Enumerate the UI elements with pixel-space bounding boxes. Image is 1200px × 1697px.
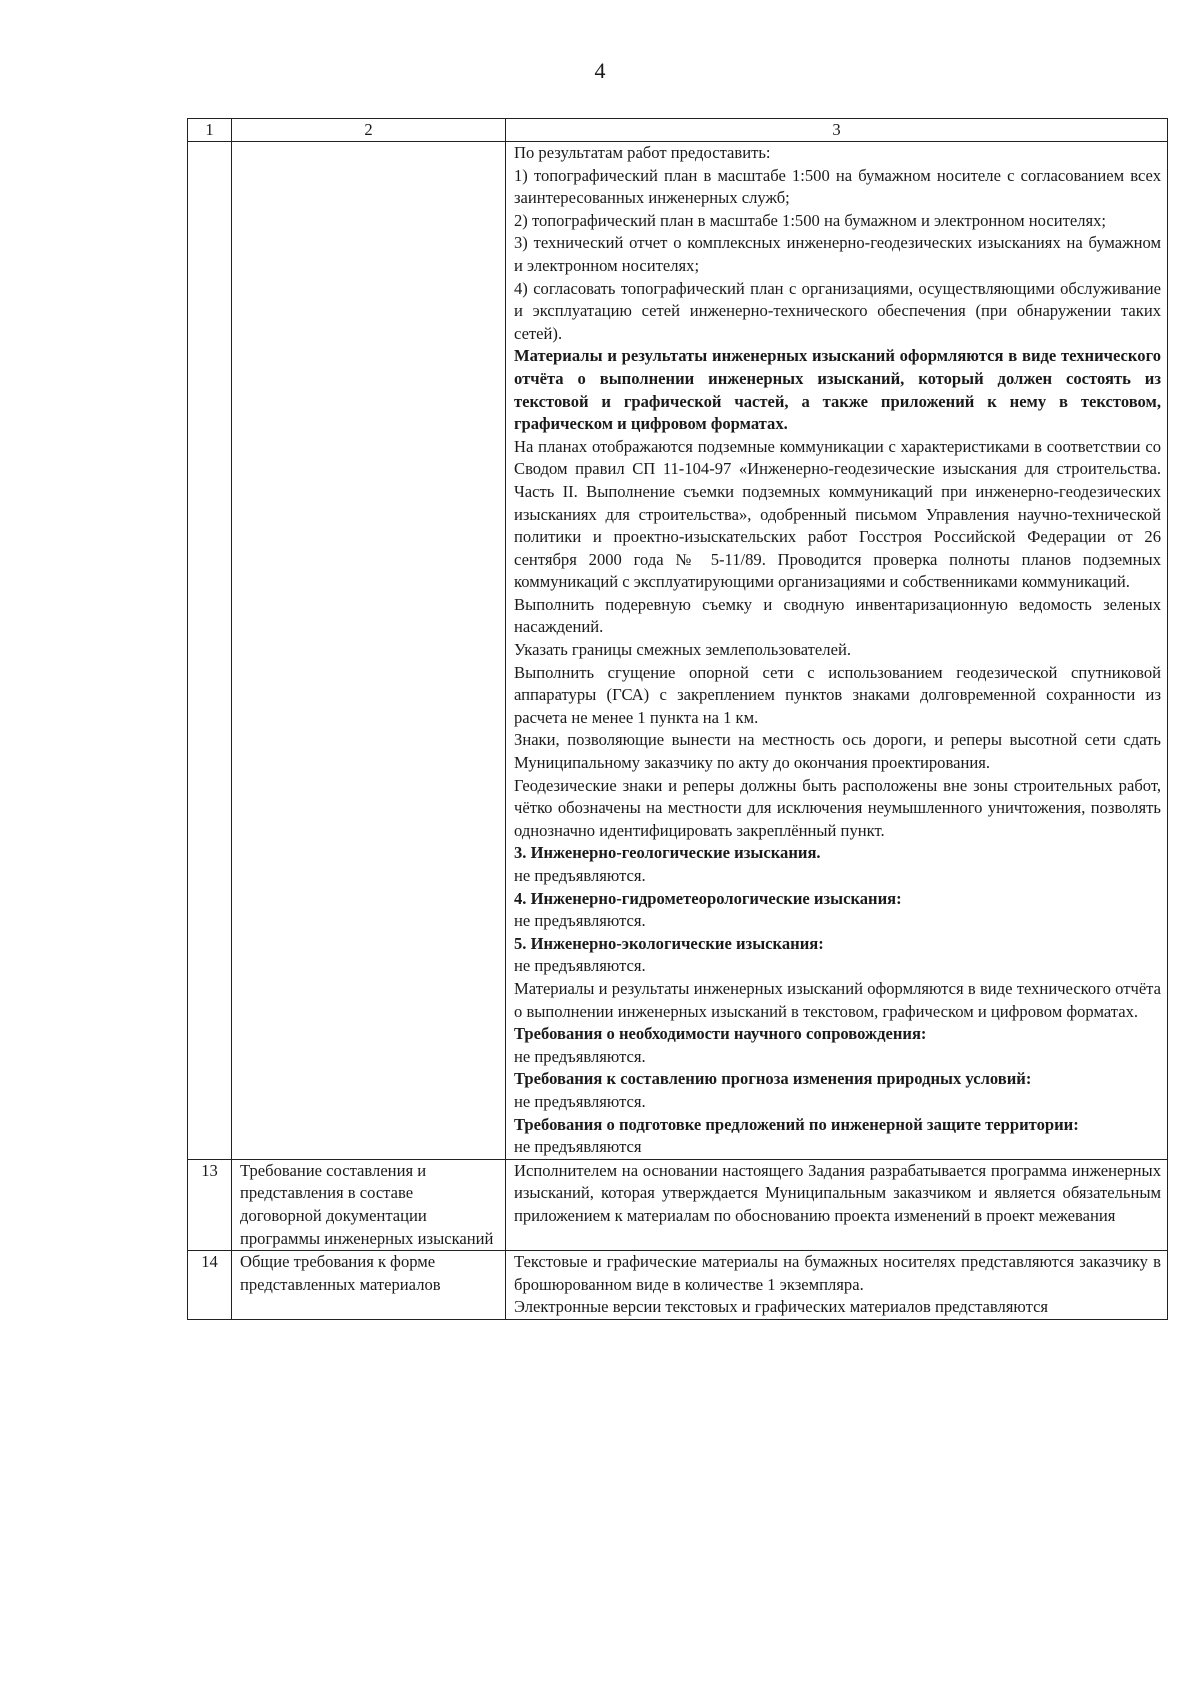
- requirements-table: [187, 118, 1168, 1320]
- header-col-1: 1: [188, 119, 232, 142]
- paragraph: 1) топографический план в масштабе 1:500 на бумажном носителе с согласованием всех заинтересованных инженерных служб;: [514, 165, 1161, 208]
- row-number-cell: [188, 142, 232, 1160]
- paragraph: 3) технический отчет о комплексных инженерно-геодезических изысканиях на бумажном и электронном носителях;: [514, 233, 1161, 275]
- header-col-3: 3: [506, 119, 1168, 142]
- header-col-2: 2: [232, 119, 506, 142]
- table-header-row: [188, 119, 1168, 142]
- table-row-continuation: [188, 142, 1168, 1160]
- paragraph: Выполнить сгущение опорной сети с использованием геодезической спутниковой аппаратуры (ГСА) с закреплением пунктов знаками долговременной сохранности из расчета не менее 1 пункта на 1 км.: [514, 662, 1161, 727]
- bold-paragraph: Требования к составлению прогноза изменения природных условий:: [514, 1069, 1032, 1089]
- table-row-13: [188, 1159, 1168, 1250]
- table-row-14: [188, 1251, 1168, 1320]
- paragraph: Выполнить подеревную съемку и сводную инвентаризационную ведомость зеленых насаждений.: [514, 594, 1161, 637]
- paragraph: Знаки, позволяющие вынести на местность ось дороги, и реперы высотной сети сдать Муниципальному заказчику по акту до окончания проектирования.: [514, 730, 1161, 773]
- row-content-cell: Исполнителем на основании настоящего Задания разрабатывается программа инженерных изысканий, которая утверждается Муниципальным заказчиком и является обязательным приложением к материалам по обоснованию проекта изменений в проект межевания: [506, 1159, 1168, 1250]
- paragraph: На планах отображаются подземные коммуникации с характеристиками в соответствии со Сводом правил СП 11-104-97 «Инженерно-геодезические изыскания для строительства. Часть II. Выполнение съемки подземных коммуникаций при инженерно-геодезических изысканиях для строительства», одобренный письмом Управления научно-технической политики и проектно-изыскательских работ Госстроя Российской Федерации от 26 сентября 2000 года № 5-11/89. Проводится проверка полноты планов подземных коммуникаций с эксплуатирующими организациями и собственниками коммуникаций.: [514, 436, 1161, 592]
- paragraph: Геодезические знаки и реперы должны быть расположены вне зоны строительных работ, чётко обозначены на местности для исключения неумышленного уничтожения, позволять однозначно идентифицировать закреплённый пункт.: [514, 775, 1161, 840]
- paragraph: Материалы и результаты инженерных изысканий оформляются в виде технического отчёта о выполнении инженерных изысканий в текстовом, графическом и цифровом форматах.: [514, 978, 1161, 1021]
- page-number: 4: [594, 58, 606, 83]
- bold-paragraph: Материалы и результаты инженерных изысканий оформляются в виде технического отчёта о выполнении инженерных изысканий, который должен состоять из текстовой и графической частей, а также приложений к нему в текстовом, графическом и цифровом форматах.: [514, 346, 1161, 434]
- row-title-cell: Общие требования к форме представленных материалов: [232, 1251, 506, 1320]
- paragraph: не предъявляются.: [514, 956, 646, 976]
- row-title-cell: [232, 142, 506, 1160]
- paragraph: 2) топографический план в масштабе 1:500 на бумажном и электронном носителях;: [514, 210, 1107, 230]
- bold-paragraph: 4. Инженерно-гидрометеорологические изыскания:: [514, 888, 902, 908]
- paragraph: 4) согласовать топографический план с организациями, осуществляющими обслуживание и эксплуатацию сетей инженерно-технического обеспечения (при обнаружении таких сетей).: [514, 278, 1161, 343]
- paragraph: не предъявляются.: [514, 866, 646, 885]
- paragraph: Электронные версии текстовых и графических материалов представляются: [514, 1297, 1049, 1317]
- paragraph: не предъявляются: [514, 1137, 642, 1157]
- bold-paragraph: Требования о подготовке предложений по инженерной защите территории:: [514, 1114, 1079, 1134]
- paragraph: не предъявляются.: [514, 1046, 646, 1066]
- paragraph: не предъявляются.: [514, 911, 646, 931]
- paragraph: не предъявляются.: [514, 1091, 646, 1111]
- paragraph: По результатам работ предоставить:: [514, 143, 771, 162]
- row-content-cell: [506, 142, 1168, 1160]
- row-title-cell: Требование составления и представления в составе договорной документации программы инженерных изысканий: [232, 1159, 506, 1250]
- paragraph: Указать границы смежных землепользователей.: [514, 640, 851, 660]
- bold-paragraph: Требования о необходимости научного сопровождения:: [514, 1024, 927, 1044]
- bold-paragraph: 5. Инженерно-экологические изыскания:: [514, 933, 824, 953]
- row-number-cell: 14: [188, 1251, 232, 1320]
- row-number-cell: 13: [188, 1159, 232, 1250]
- bold-paragraph: 3. Инженерно-геологические изыскания.: [514, 843, 821, 863]
- row-content-cell: [506, 1251, 1168, 1320]
- paragraph: Текстовые и графические материалы на бумажных носителях представляются заказчику в брошюрованном виде в количестве 1 экземпляра.: [514, 1252, 1161, 1294]
